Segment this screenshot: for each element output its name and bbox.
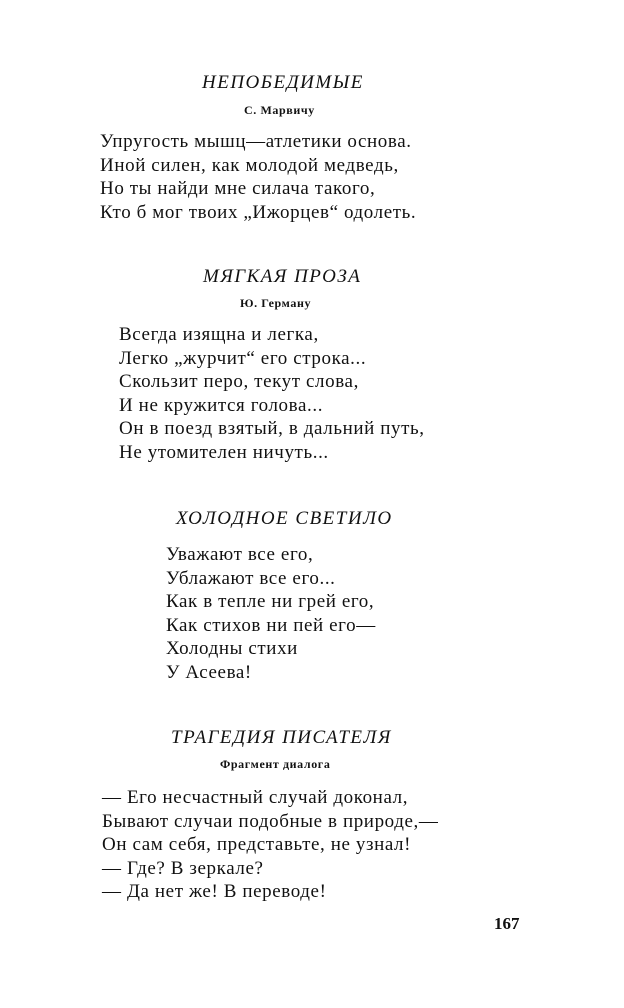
page-number: 167 (494, 914, 520, 933)
poem-dedication: С. Марвичу (244, 103, 315, 117)
poem-title: ТРАГЕДИЯ ПИСАТЕЛЯ (171, 727, 392, 748)
poem-stanza (100, 130, 416, 224)
verse-line: Ублажают все его... (166, 567, 336, 589)
poem-dedication: Фрагмент диалога (220, 757, 331, 771)
poem-title: МЯГКАЯ ПРОЗА (203, 266, 362, 287)
verse-line: Он сам себя, представьте, не узнал! (102, 834, 412, 855)
verse-line: И не кружится голова... (119, 394, 324, 416)
verse-line: Легко „журчит“ его строка... (119, 347, 367, 369)
poem-stanza (102, 786, 438, 904)
verse-line: Упругость мышц—атлетики основа. (100, 131, 412, 152)
verse-line: Он в поезд взятый, в дальний путь, (119, 418, 425, 439)
verse-line: — Да нет же! В переводе! (102, 881, 327, 902)
verse-line: — Его несчастный случай доконал, (102, 787, 409, 808)
poem-title: ХОЛОДНОЕ СВЕТИЛО (176, 508, 393, 529)
poem-dedication: Ю. Герману (240, 296, 312, 310)
poem-stanza (119, 323, 425, 464)
verse-line: Холодны стихи (166, 638, 298, 659)
verse-line: У Асеева! (166, 661, 252, 683)
verse-line: Но ты найди мне силача такого, (100, 178, 376, 199)
verse-line: Всегда изящна и легка, (119, 324, 319, 345)
verse-line: Бывают случаи подобные в природе,— (102, 810, 439, 832)
verse-line: Как в тепле ни грей его, (166, 591, 375, 612)
verse-line: Как стихов ни пей его— (166, 614, 376, 636)
verse-line: Уважают все его, (166, 544, 314, 565)
verse-line: Иной силен, как молодой медведь, (100, 154, 399, 176)
verse-line: Кто б мог твоих „Ижорцев“ одолеть. (100, 201, 417, 223)
verse-line: Скользит перо, текут слова, (119, 371, 359, 392)
poem-stanza (166, 543, 376, 684)
verse-line: Не утомителен ничуть... (119, 441, 329, 463)
poem-title: НЕПОБЕДИМЫЕ (202, 72, 364, 93)
verse-line: — Где? В зеркале? (102, 857, 264, 879)
